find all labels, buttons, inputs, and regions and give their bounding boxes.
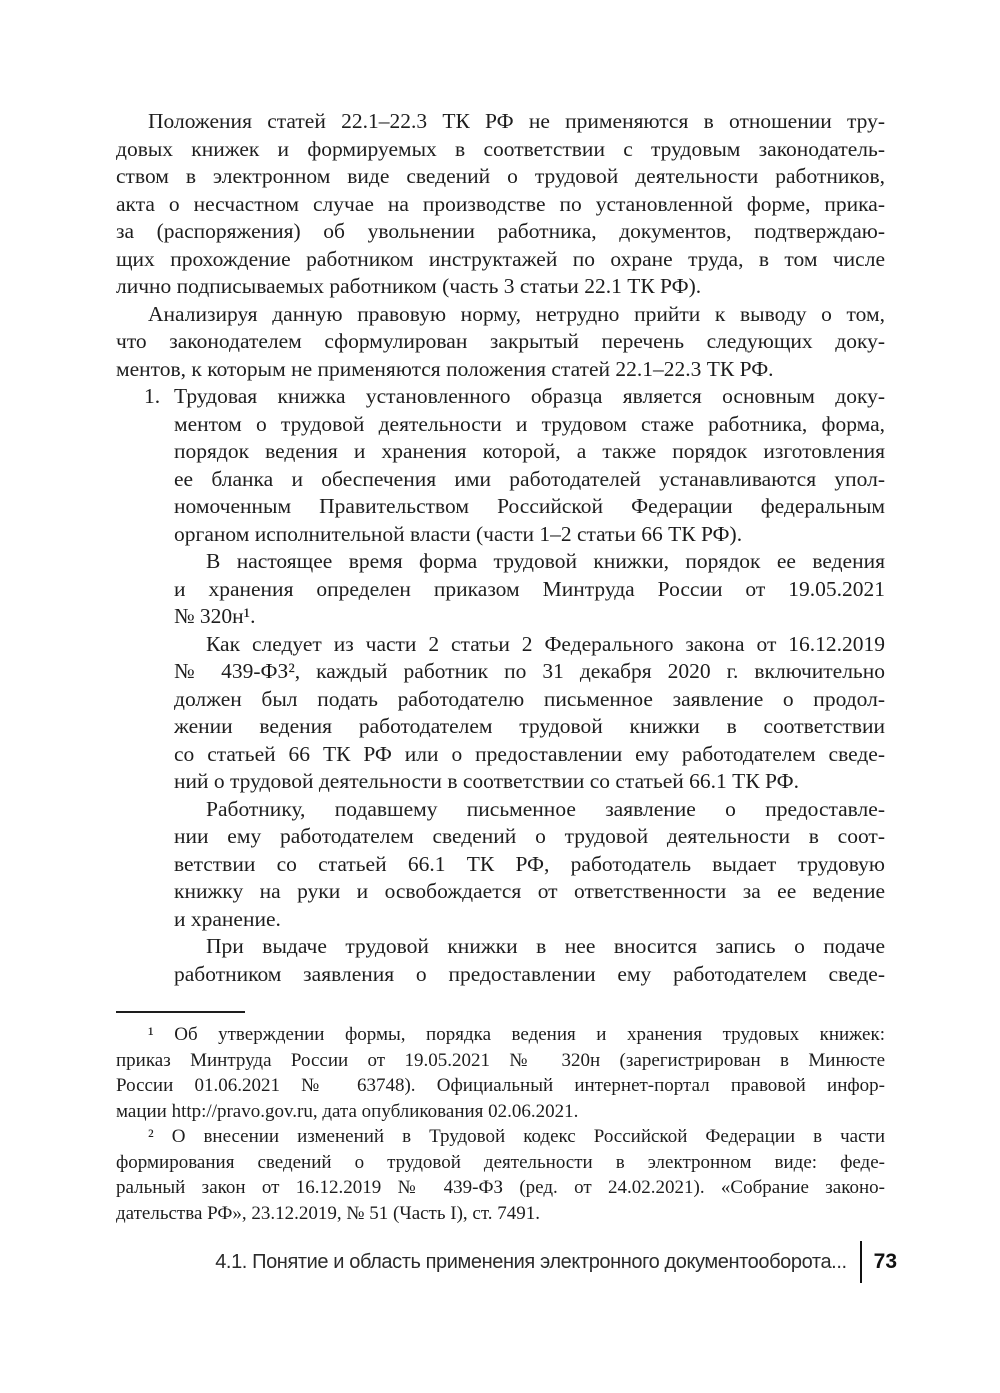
text-line: ветствии со статьей 66.1 ТК РФ, работодатель выдает трудовую (174, 851, 885, 876)
footer-running-title: 4.1. Понятие и область применения электронного документооборота... (215, 1250, 847, 1273)
text-line: ментов, к которым не применяются положения статей 22.1–22.3 ТК РФ. (116, 356, 774, 381)
footnote-line: мации http://pravo.gov.ru, дата опубликования 02.06.2021. (116, 1100, 579, 1122)
text-line: должен был подать работодателю письменное заявление о продол- (174, 686, 885, 711)
text-line: что законодателем сформулирован закрытый перечень следующих доку- (116, 329, 885, 353)
paragraph (174, 933, 885, 988)
text-line: № 439-ФЗ², каждый работник по 31 декабря 2020 г. включительно (174, 659, 885, 683)
paragraph (174, 631, 885, 796)
footnote-line: дательства РФ», 23.12.2019, № 51 (Часть I), ст. 7491. (116, 1202, 540, 1224)
footnotes (116, 1011, 885, 1226)
footnote-line: ральный закон от 16.12.2019 № 439-ФЗ (ред. от 24.02.2021). «Собрание законо- (116, 1177, 885, 1198)
footnote-list (116, 1022, 885, 1226)
text-line: Как следует из части 2 статьи 2 Федерального закона от 16.12.2019 (206, 631, 885, 656)
text-line: Работнику, подавшему письменное заявление о предоставле- (206, 796, 885, 821)
text-line: и хранение. (174, 906, 281, 931)
paragraph (116, 301, 885, 384)
text-line: ний о трудовой деятельности в соответствии со статьей 66.1 ТК РФ. (174, 769, 799, 793)
text-line: № 320н¹. (174, 604, 256, 628)
text-line: нии ему работодателем сведений о трудовой деятельности в соот- (174, 824, 885, 848)
paragraph (174, 796, 885, 934)
text-line: книжку на руки и освобождается от ответственности за ее ведение (174, 879, 885, 903)
text-line: органом исполнительной власти (части 1–2 статьи 66 ТК РФ). (174, 521, 743, 546)
text-line: ее бланка и обеспечения ими работодателей устанавливаются упол- (174, 466, 885, 491)
text-line: со статьей 66 ТК РФ или о предоставлении ему работодателем сведе- (174, 741, 885, 766)
text-line: довых книжек и формируемых в соответствии с трудовым законодатель- (116, 136, 885, 161)
list-item-number: 1. (144, 384, 161, 408)
text-line: акта о несчастном случае на производстве по установленной форме, прика- (116, 191, 885, 216)
footnote-line: формирования сведений о трудовой деятельности в электронном виде: феде- (116, 1151, 885, 1173)
text-line: номоченным Правительством Российской Федерации федеральным (174, 494, 885, 518)
text-line: лично подписываемых работником (часть 3 статьи 22.1 ТК РФ). (116, 274, 702, 298)
text-line: и хранения определен приказом Минтруда России от 19.05.2021 (174, 576, 885, 601)
text-line: за (распоряжения) об увольнении работника, документов, подтверждаю- (116, 219, 885, 243)
page-number: 73 (873, 1250, 897, 1273)
footnote (116, 1022, 885, 1124)
paragraph (116, 108, 885, 301)
text-line: жении ведения работодателем трудовой книжки в соответствии (174, 714, 885, 738)
text-line: ментом о трудовой деятельности и трудовом стаже работника, форма, (174, 411, 885, 436)
text-line: Трудовая книжка установленного образца является основным доку- (174, 384, 885, 408)
paragraph (174, 548, 885, 631)
text-line: При выдаче трудовой книжки в нее вносится запись о подаче (206, 934, 885, 958)
text-line: Анализируя данную правовую норму, нетрудно прийти к выводу о том, (148, 301, 885, 326)
footnote-line: ¹ Об утверждении формы, порядка ведения и хранения трудовых книжек: (148, 1024, 885, 1045)
page-footer (215, 1240, 897, 1284)
text-line: Положения статей 22.1–22.3 ТК РФ не применяются в отношении тру- (148, 109, 885, 133)
footnote-line: России 01.06.2021 № 63748). Официальный интернет-портал правовой инфор- (116, 1075, 885, 1096)
paragraph (144, 383, 885, 548)
text-line: В настоящее время форма трудовой книжки, порядок ее ведения (206, 549, 885, 573)
text-line: ством в электронном виде сведений о трудовой деятельности работников, (116, 164, 885, 188)
footnote-line: приказ Минтруда России от 19.05.2021 № 320н (зарегистрирован в Минюсте (116, 1049, 885, 1071)
footnote (116, 1124, 885, 1226)
text-line: порядок ведения и хранения которой, а также порядок изготовления (174, 439, 885, 463)
footer-divider-line (860, 1241, 862, 1283)
body-text (116, 108, 885, 988)
text-line: щих прохождение работником инструктажей по охране труда, в том числе (116, 246, 885, 271)
footnote-line: ² О внесении изменений в Трудовой кодекс Российской Федерации в части (148, 1126, 885, 1147)
footnote-separator-rule (116, 1011, 245, 1013)
text-line: работником заявления о предоставлении ему работодателем сведе- (174, 961, 885, 986)
